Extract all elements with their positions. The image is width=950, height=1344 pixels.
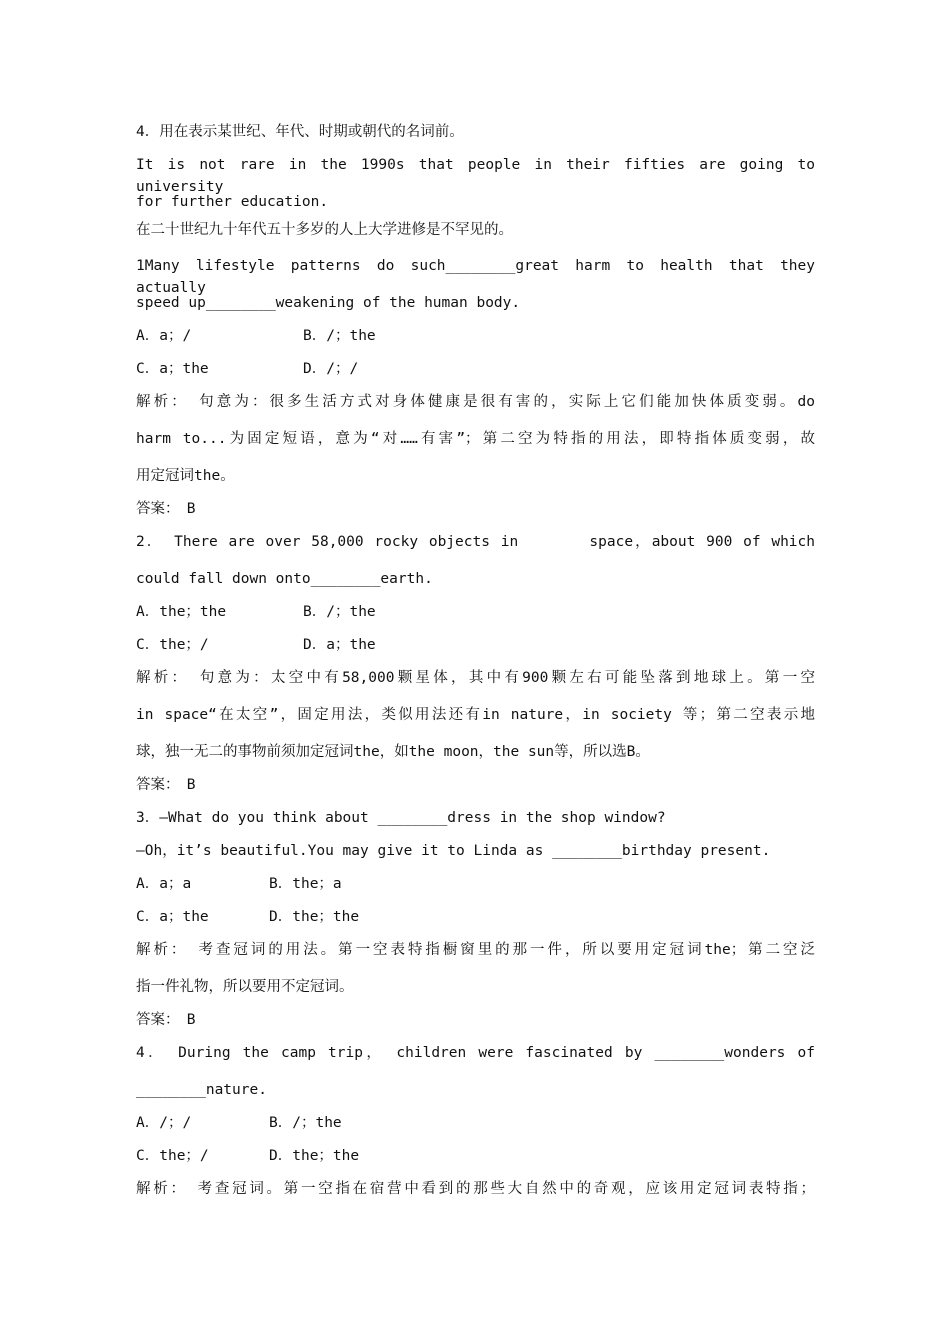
question-stem-line: speed up________weakening of the human body. (136, 295, 521, 311)
question-1 (136, 255, 815, 531)
answer: 答案： B (136, 501, 196, 517)
question-stem-line: 1Many lifestyle patterns do such________great harm to health that they actually (136, 258, 815, 296)
analysis-line: in space“在太空”，固定用法，类似用法还有in nature，in society 等；第二空表示地 (136, 707, 815, 723)
answer: 答案： B (136, 1012, 196, 1028)
option-d: D．the；the (269, 909, 360, 925)
analysis-line: 用定冠词the。 (136, 468, 235, 484)
option-a: A．/；/ (136, 1115, 192, 1131)
options-row (136, 325, 815, 358)
example-sentence-line-2: for further education. (136, 194, 329, 210)
option-c: C．the；/ (136, 637, 209, 653)
question-stem-line: —Oh，it’s beautiful.You may give it to Linda as ________birthday present. (136, 843, 771, 859)
analysis-line: 解析： 句意为：很多生活方式对身体健康是很有害的，实际上它们能加快体质变弱。do (136, 394, 815, 410)
question-stem-line: ________nature. (136, 1082, 267, 1098)
options-row (136, 601, 815, 634)
question-stem-line: could fall down onto________earth. (136, 571, 433, 587)
analysis-line: harm to...为固定短语，意为“对……有害”；第二空为特指的用法，即特指体质变弱，故 (136, 431, 815, 447)
option-a: A．a；/ (136, 328, 192, 344)
options-row (136, 1145, 815, 1178)
analysis-line: 解析： 考查冠词。第一空指在宿营中看到的那些大自然中的奇观，应该用定冠词表特指； (136, 1181, 815, 1197)
example-translation: 在二十世纪九十年代五十多岁的人上大学进修是不罕见的。 (136, 222, 513, 238)
option-a: A．the；the (136, 604, 227, 620)
options-row (136, 358, 815, 391)
question-stem-line: 2． There are over 58,000 rocky objects in space，about 900 of which (136, 534, 815, 550)
question-stem-line: 3．—What do you think about ________dress in the shop window? (136, 810, 666, 826)
question-3 (136, 807, 815, 1042)
option-b: B．/；the (303, 604, 376, 620)
option-c: C．the；/ (136, 1148, 209, 1164)
question-2 (136, 531, 815, 807)
analysis-line: 解析： 句意为：太空中有58,000颗星体，其中有900颗左右可能坠落到地球上。第一空 (136, 670, 815, 686)
option-d: D．a；the (303, 637, 376, 653)
section-heading: 4．用在表示某世纪、年代、时期或朝代的名词前。 (136, 124, 464, 140)
option-d: D．the；the (269, 1148, 360, 1164)
option-b: B．/；the (269, 1115, 342, 1131)
option-c: C．a；the (136, 361, 209, 377)
options-row (136, 1112, 815, 1145)
options-row (136, 906, 815, 939)
option-b: B．the；a (269, 876, 342, 892)
example-sentence-line-1: It is not rare in the 1990s that people in their fifties are going to university (136, 157, 815, 195)
option-d: D．/；/ (303, 361, 359, 377)
options-row (136, 634, 815, 667)
question-4 (136, 1042, 815, 1215)
analysis-line: 指一件礼物，所以要用不定冠词。 (136, 979, 354, 995)
question-stem-line: 4． During the camp trip， children were fascinated by ________wonders of (136, 1045, 815, 1061)
options-row (136, 873, 815, 906)
analysis-line: 解析： 考查冠词的用法。第一空表特指橱窗里的那一件，所以要用定冠词the；第二空泛 (136, 942, 815, 958)
option-a: A．a；a (136, 876, 192, 892)
option-c: C．a；the (136, 909, 209, 925)
analysis-line: 球，独一无二的事物前须加定冠词the，如the moon，the sun等，所以选B。 (136, 744, 650, 760)
document-content (136, 121, 815, 1215)
answer: 答案： B (136, 777, 196, 793)
option-b: B．/；the (303, 328, 376, 344)
